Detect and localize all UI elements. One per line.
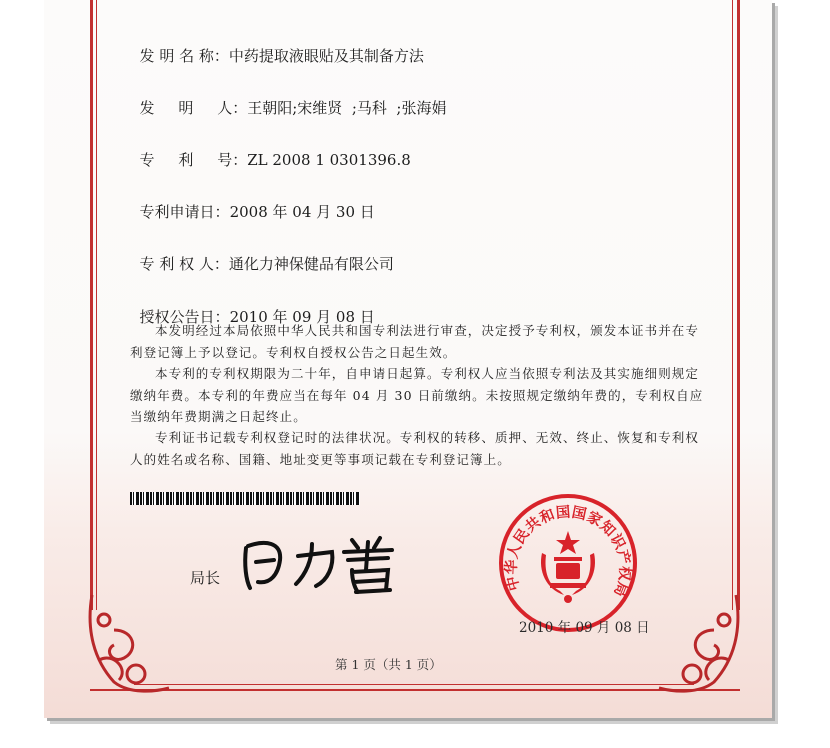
field-label: 发 明 名 称： (139, 47, 229, 65)
paragraph-examination: 本发明经过本局依照中华人民共和国专利法进行审查，决定授予专利权，颁发本证书并在专利登记簿上予以登记。专利权自授权公告之日起生效。 (130, 323, 700, 360)
barcode (130, 492, 360, 505)
field-label: 授权公告日： (139, 308, 230, 326)
director-signature-icon (240, 530, 410, 600)
field-label: 专利申请日： (139, 203, 230, 221)
bottom-border-rule (90, 689, 740, 691)
field-label: 发 明 人： (139, 99, 248, 117)
corner-ornament-right-icon (654, 590, 744, 700)
field-label: 专 利 号： (139, 151, 248, 169)
bottom-border-thin-rule (134, 684, 694, 685)
field-value: 2010 年 09 月 08 日 (229, 308, 375, 326)
field-application-date (130, 183, 375, 222)
field-inventors (130, 79, 446, 118)
field-label: 专 利 权 人： (139, 255, 229, 273)
director-label: 局长 (190, 569, 221, 587)
field-value: 王朝阳;宋维贤 ;马科 ;张海娟 (247, 99, 447, 117)
field-patentee (130, 235, 394, 274)
corner-ornament-left-icon (84, 590, 174, 700)
right-border-rule (737, 0, 740, 610)
field-value: 中药提取液眼贴及其制备方法 (228, 47, 424, 65)
seal-text: 中华人民共和国国家知识产权局 (503, 504, 633, 600)
seal-date: 2010 年 09 月 08 日 (519, 620, 650, 636)
field-value: 通化力神保健品有限公司 (228, 255, 394, 273)
field-value: ZL 2008 1 0301396.8 (247, 151, 411, 169)
left-border-rule (90, 0, 93, 610)
field-invention-name (130, 27, 424, 66)
left-border-thin-rule (96, 0, 97, 610)
paragraph-legal-status: 专利证书记载专利权登记时的法律状况。专利权的转移、质押、无效、终止、恢复和专利权人的姓名或名称、国籍、地址变更等事项记载在专利登记簿上。 (130, 430, 700, 467)
paragraph-term: 本专利的专利权期限为二十年，自申请日起算。专利权人应当依照专利法及其实施细则规定缴纳年费。本专利的年费应当在每年 04 月 30 日前缴纳。未按照规定缴纳年费的，专利权自应当缴纳年费期满之日起终止。 (130, 366, 704, 424)
field-value: 2008 年 04 月 30 日 (229, 203, 375, 221)
seal-emblem-icon (498, 493, 638, 633)
page-number: 第 1 页（共 1 页） (335, 657, 442, 672)
field-patent-number (130, 131, 411, 170)
right-border-thin-rule (732, 0, 733, 610)
